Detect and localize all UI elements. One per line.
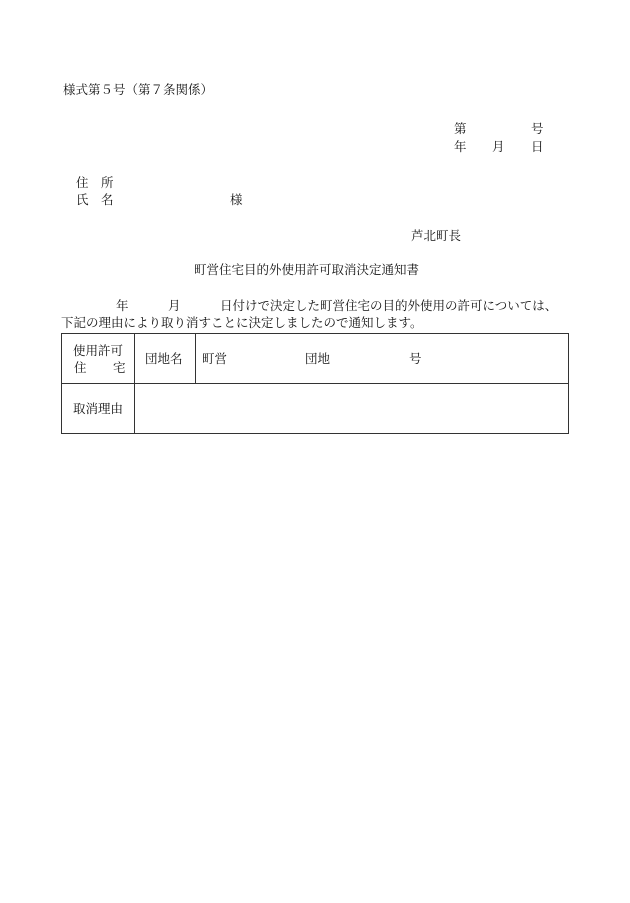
document-number-prefix: 第 bbox=[454, 121, 467, 136]
document-title: 町営住宅目的外使用許可取消決定通知書 bbox=[194, 262, 420, 277]
name-label: 氏 名 bbox=[76, 192, 114, 207]
permit-housing-label-cell bbox=[62, 334, 135, 384]
reason-value-cell[interactable] bbox=[135, 384, 569, 434]
address-label: 住 所 bbox=[76, 175, 114, 190]
complex-name-value-cell[interactable] bbox=[196, 334, 569, 384]
body-year: 年 bbox=[116, 298, 129, 313]
complex-suffix: 団地 bbox=[305, 351, 331, 366]
date-day-label: 日 bbox=[531, 139, 544, 154]
table-row bbox=[62, 384, 569, 434]
document-number-suffix: 号 bbox=[531, 121, 544, 136]
revocation-table bbox=[61, 333, 569, 434]
unit-number-suffix: 号 bbox=[409, 351, 422, 366]
date-month-label: 月 bbox=[492, 139, 505, 154]
body-month: 月 bbox=[168, 298, 181, 313]
complex-name-label-cell bbox=[135, 334, 196, 384]
housing-label-b: 宅 bbox=[113, 360, 126, 375]
reason-label: 取消理由 bbox=[73, 401, 124, 416]
body-line2: 下記の理由により取り消すことに決定しましたので通知します。 bbox=[61, 315, 423, 330]
body-line1-rest: 日付けで決定した町営住宅の目的外使用の許可については、 bbox=[220, 298, 558, 313]
town-prefix: 町営 bbox=[202, 351, 228, 366]
housing-label-a: 住 bbox=[74, 360, 87, 375]
honorific: 様 bbox=[230, 192, 243, 207]
date-year-label: 年 bbox=[454, 139, 467, 154]
permit-label: 使用許可 bbox=[73, 343, 124, 358]
form-number: 様式第５号（第７条関係） bbox=[63, 82, 214, 97]
issuer: 芦北町長 bbox=[411, 228, 462, 243]
reason-label-cell bbox=[62, 384, 135, 434]
table-row bbox=[62, 334, 569, 384]
complex-name-label: 団地名 bbox=[145, 351, 183, 366]
